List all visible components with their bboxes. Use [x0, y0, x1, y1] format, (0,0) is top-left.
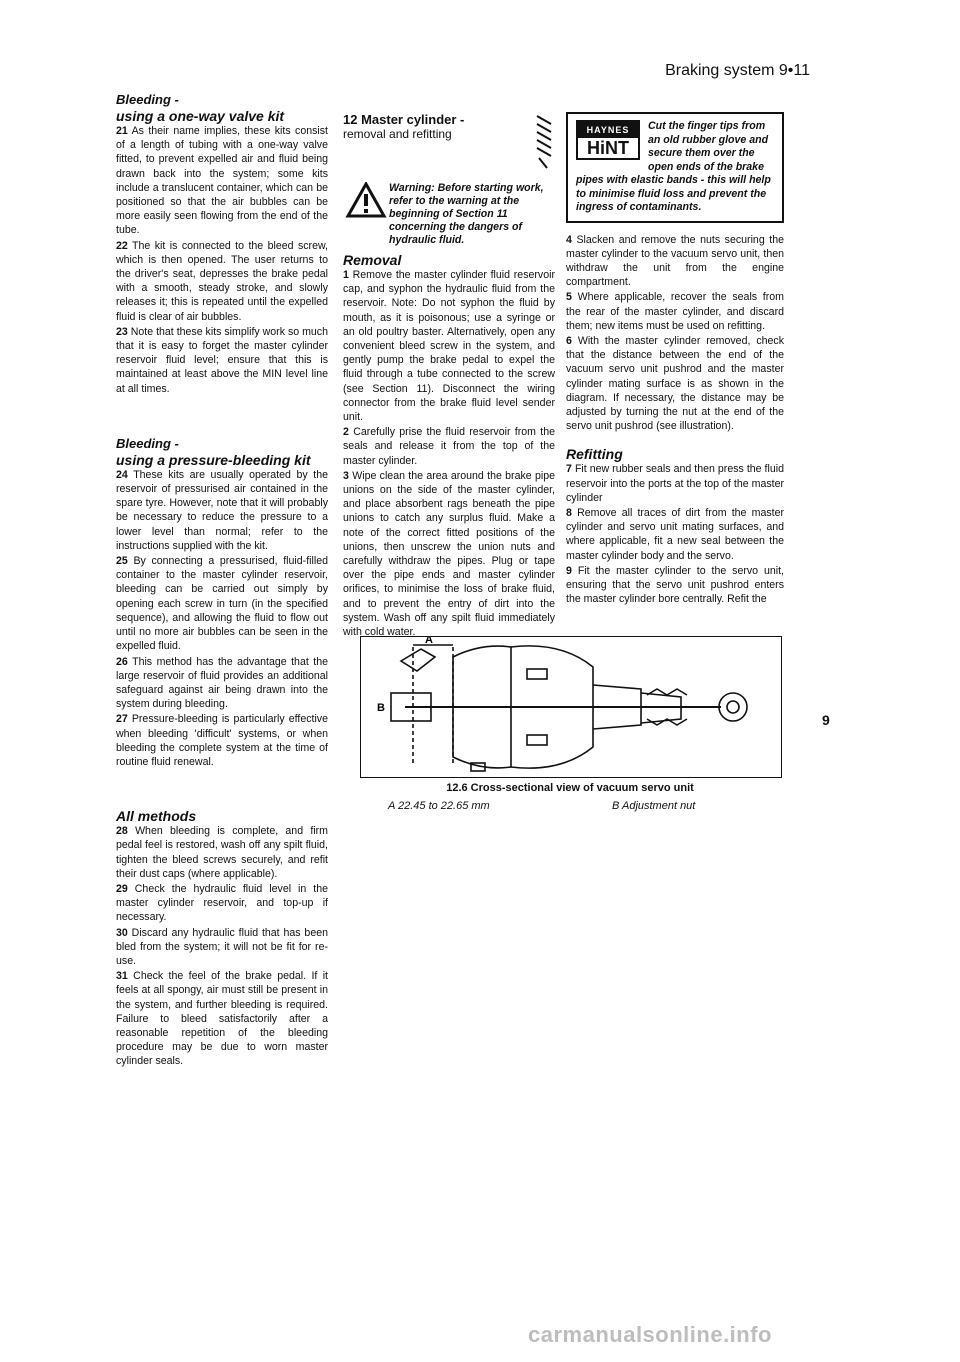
- column-3: [566, 112, 784, 607]
- section-pressure-bleeding: [116, 436, 328, 769]
- paragraph-text: Slacken and remove the nuts securing the master cylinder to the vacuum servo unit, then withdraw the unit from the engine compartment.: [566, 233, 784, 289]
- section-all-methods: [116, 809, 328, 1068]
- paragraph-number: 25: [116, 555, 128, 568]
- paragraph: [566, 233, 784, 290]
- paragraph-text: As their name implies, these kits consist of a length of tubing with a one-way valve fitted, to prevent expelled air and fluid being drawn back into the system; some kits include a translucent container, which can be positioned so that the air bubbles can be more easily seen flowing from the end of the tube.: [116, 125, 328, 237]
- paragraph-text: Fit new rubber seals and then press the fluid reservoir into the ports at the top of the master cylinder: [566, 463, 784, 504]
- paragraph-number: 23: [116, 325, 128, 338]
- section-subheading: using a one-way valve kit: [116, 108, 285, 124]
- section-title: 12 Master cylinder -: [343, 112, 465, 127]
- refitting-heading: Refitting: [566, 446, 623, 463]
- paragraph-number: 28: [116, 825, 128, 838]
- warning-text: Warning: Before starting work, refer to the warning at the beginning of Section 11 concerning the dangers of hydraulic fluid.: [389, 182, 544, 246]
- section-subheading: using a pressure-bleeding kit: [116, 451, 311, 468]
- servo-cross-section-drawing: [361, 637, 781, 777]
- paragraph-number: 27: [116, 713, 128, 726]
- paragraph: [343, 469, 555, 639]
- paragraph-text: Note that these kits simplify work so much that it is easy to forget the master cylinder reservoir fluid level; ensure that this is maintained at least above the MIN level line at all times.: [116, 325, 328, 395]
- column-1: [116, 92, 328, 1109]
- paragraph-text: Check the feel of the brake pedal. If it feels at all spongy, air must still be present in the system, and further bleeding is required. Failure to bleed satisfactorily after a reasonable repetition of the bleeding procedure may be due to worn master cylinder seals.: [116, 970, 328, 1068]
- legend-b: B Adjustment nut: [612, 800, 696, 812]
- section-heading: Bleeding -: [116, 92, 179, 107]
- haynes-hint-logo: [576, 120, 640, 160]
- paragraph: [116, 554, 328, 653]
- label-a: A: [425, 637, 433, 646]
- paragraph-number: 9: [566, 564, 572, 577]
- paragraph-number: 6: [566, 334, 572, 347]
- paragraph: [116, 655, 328, 712]
- paragraph-text: This method has the advantage that the large reservoir of fluid provides an additional safeguard against air being drawn into the system during bleeding.: [116, 655, 328, 711]
- paragraph: [566, 506, 784, 563]
- paragraph-text: These kits are usually operated by the reservoir of pressurised air contained in the spare tyre. However, note that it will probably be necessary to reduce the pressure to a lower level than normal; refer to the instructions supplied with the kit.: [116, 468, 328, 552]
- watermark: carmanualsonline.info: [528, 1322, 772, 1347]
- paragraph-text: With the master cylinder removed, check that the distance between the end of the vacuum servo unit pushrod and the master cylinder mating surface is as shown in the diagram. If necessary, the distance may be adjusted by turning the nut at the end of the servo unit pushrod (see illustration).: [566, 334, 784, 433]
- section-title-master-cylinder: [343, 112, 555, 172]
- paragraph: [566, 462, 784, 505]
- paragraph: [116, 824, 328, 881]
- section-heading: Bleeding -: [116, 435, 179, 451]
- haynes-hint-box: [566, 112, 784, 223]
- paragraph-number: 1: [343, 269, 349, 281]
- servo-illustration: [360, 636, 782, 778]
- section-one-way-valve: [116, 92, 328, 396]
- paragraph: [116, 468, 328, 553]
- paragraph: [116, 712, 328, 769]
- paragraph-text: By connecting a pressurised, fluid-filled container to the master cylinder reservoir, bleeding can be carried out simply by opening each screw in turn (in the specified sequence), and allowing the fluid to flow out until no more air bubbles can be seen in the expelled fluid.: [116, 555, 328, 653]
- paragraph-text: Discard any hydraulic fluid that has been bled from the system; it will not be fit for re-use.: [116, 926, 328, 967]
- warning-box: [343, 182, 555, 247]
- paragraph-number: 8: [566, 506, 572, 519]
- hint-logo-top: HAYNES: [578, 122, 638, 138]
- paragraph-number: 4: [566, 233, 572, 246]
- paragraph-number: 22: [116, 239, 128, 252]
- paragraph-number: 31: [116, 970, 128, 983]
- paragraph-number: 5: [566, 291, 572, 304]
- paragraph-text: The kit is connected to the bleed screw, which is then opened. The user returns to the driver's seat, depresses the brake pedal with a smooth, steady stroke, and slowly releases it; this is repeated until the expelled fluid is clear of air bubbles.: [116, 239, 328, 323]
- paragraph-number: 24: [116, 468, 128, 481]
- paragraph: [116, 124, 328, 238]
- paragraph-text: Fit the master cylinder to the servo unit, ensuring that the servo unit pushrod enters the master cylinder bore centrally. Refit the: [566, 564, 784, 606]
- paragraph-number: 2: [343, 426, 349, 439]
- removal-heading: Removal: [343, 252, 402, 268]
- paragraph: [116, 325, 328, 396]
- difficulty-spanner-icon: [533, 112, 555, 172]
- paragraph-text: Remove all traces of dirt from the master cylinder and servo unit mating surfaces, and where applicable, fit a new seal between the master cylinder body and the servo.: [566, 506, 784, 562]
- paragraph-text: Check the hydraulic fluid level in the master cylinder reservoir, and top-up if necessary.: [116, 882, 328, 924]
- paragraph-text: Pressure-bleeding is particularly effective when bleeding 'difficult' systems, or when bleeding the complete system at the time of routine fluid renewal.: [116, 713, 328, 768]
- paragraph-number: 29: [116, 882, 128, 895]
- paragraph: [116, 969, 328, 1068]
- hint-logo-bottom: HiNT: [587, 138, 629, 159]
- legend-a: A 22.45 to 22.65 mm: [388, 800, 490, 812]
- figure-caption: 12.6 Cross-sectional view of vacuum servo unit: [446, 782, 694, 794]
- paragraph: [116, 926, 328, 969]
- paragraph: [566, 334, 784, 433]
- hint-text: Cut the finger tips from an old rubber glove and secure them over the open ends of the brake pipes with elastic bands - this will help to minimise fluid loss and prevent the ingress of contaminants.: [576, 120, 771, 213]
- paragraph-text: Where applicable, recover the seals from the rear of the master cylinder, and discard them; new items must be used on refitting.: [566, 291, 784, 332]
- paragraph: [343, 268, 555, 424]
- page-header: Braking system 9•11: [665, 62, 810, 79]
- paragraph-text: Carefully prise the fluid reservoir from the seals and release it from the top of the master cylinder.: [343, 426, 555, 467]
- paragraph: [116, 882, 328, 925]
- section-title-sub: removal and refitting: [343, 127, 452, 141]
- label-b: B: [377, 702, 385, 714]
- section-heading: All methods: [116, 808, 197, 825]
- paragraph-text: Wipe clean the area around the brake pipe unions on the side of the master cylinder, and place absorbent rags beneath the pipe unions to catch any surplus fluid. Make a note of the correct fitted positions of the unions, then unscrew the union nuts and carefully withdraw the pipes. Plug or tape over the pipe ends and master cylinder orifices, to minimise the loss of brake fluid, and to prevent the entry of dirt into the system. Wash off any spilt fluid immediately with cold water.: [343, 469, 555, 639]
- paragraph-text: Remove the master cylinder fluid reservoir cap, and syphon the hydraulic fluid from the reservoir. Note: Do not syphon the fluid by mouth, as it is poisonous; use a syringe or an old poultry baster. Alternatively, open any convenient bleed screw in the system, and gently pump the brake pedal to expel the fluid through a tube connected to the screw (see Section 11). Disconnect the wiring connector from the brake fluid level sender unit.: [343, 269, 555, 424]
- paragraph: [566, 564, 784, 607]
- paragraph-number: 3: [343, 469, 349, 482]
- paragraph-number: 30: [116, 926, 128, 939]
- paragraph: [566, 290, 784, 333]
- paragraph: [116, 239, 328, 324]
- paragraph-number: 21: [116, 125, 128, 137]
- paragraph-text: When bleeding is complete, and firm pedal feel is restored, wash off any spilt fluid, tighten the bleed screws securely, and refit their dust caps (where applicable).: [116, 825, 328, 880]
- paragraph: [343, 425, 555, 468]
- column-2: [343, 112, 555, 640]
- chapter-tab-number: 9: [822, 712, 830, 728]
- paragraph-number: 7: [566, 463, 572, 476]
- warning-triangle-icon: [343, 182, 389, 218]
- paragraph-number: 26: [116, 655, 128, 668]
